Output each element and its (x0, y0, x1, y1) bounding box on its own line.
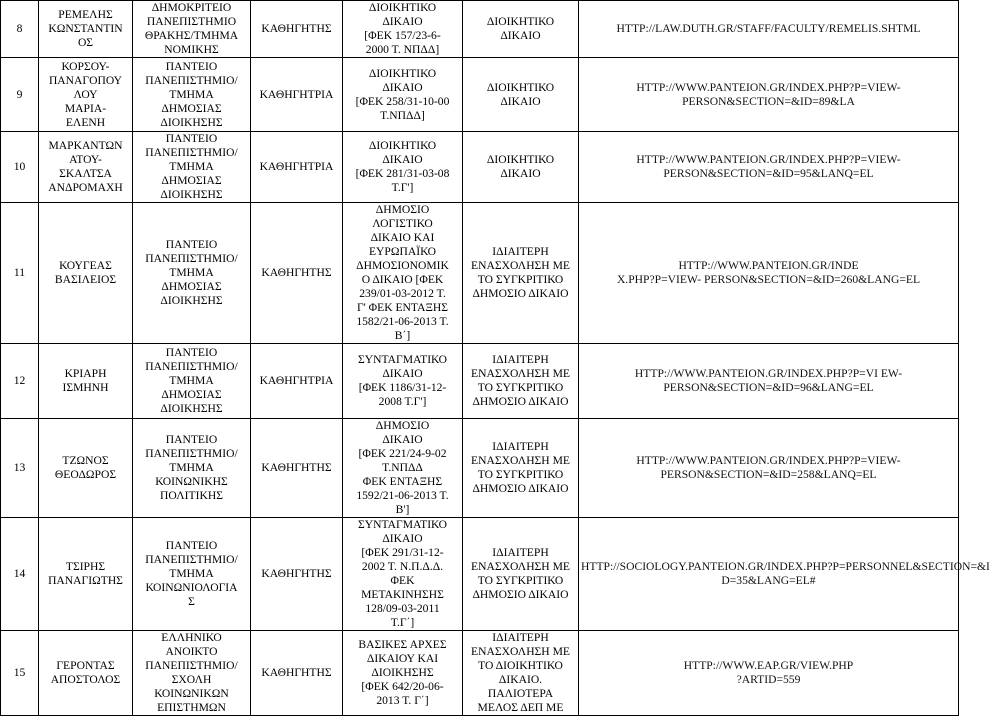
cell-line: ΤΟ ΣΥΓΚΡΙΤΙΚΟ (477, 273, 564, 286)
cell-line: Β'] (395, 503, 410, 516)
cell-line: ΔΗΜΟΣΙΟ (375, 203, 430, 216)
cell-line: Τ.ΝΠΔΔ (382, 461, 423, 474)
cell-line: ΜΕΛΟΣ ΔΕΠ ΜΕ (477, 701, 564, 714)
cell-line: ΚΑΘΗΓΗΤΗΣ (261, 22, 332, 35)
cell-line: ΤΜΗΜΑ (169, 461, 214, 474)
institution-cell (133, 58, 251, 132)
cell-line: [ΦΕΚ 642/20-06- (361, 680, 444, 693)
cell-line: ΠΑΝΤΕΙΟ (165, 539, 218, 552)
cell-line: ΘΕΟΔΩΡΟΣ (54, 468, 117, 481)
cell-line: ΙΔΙΑΙΤΕΡΗ (492, 353, 549, 366)
cell-line: ΕΥΡΩΠΑΪΚΟ (368, 245, 437, 258)
row-number-cell: 10 (1, 132, 39, 203)
cell-line: ΚΩΝΣΤΑΝΤΙΝ (48, 22, 123, 35)
cell-line: ΠΑΛΙΟΤΕΡΑ (487, 687, 554, 700)
cell-line: 128/09-03-2011 (365, 602, 440, 615)
cell-line: ΜΑΡΙΑ- (64, 101, 107, 115)
cell-line: ΔΗΜΟΣΙΑΣ (161, 388, 222, 401)
cell-line: Γ' ΦΕΚ ΕΝΤΑΞΗΣ (356, 301, 449, 314)
cell-line: ΙΣΜΗΝΗ (62, 381, 109, 394)
cell-line: ΜΕΤΑΚΙΝΗΣΗΣ (361, 588, 444, 601)
cell-line: ΚΑΘΗΓΗΤΗΣ (261, 666, 332, 679)
cell-line: PERSON&SECTION=&ID=89&LA (682, 94, 855, 108)
cell-line: ΚΑΘΗΓΗΤΗΣ (261, 567, 332, 580)
cell-line: HTTP://LAW.DUTH.GR/STAFF/FACULTY/REMELIS.SHTML (616, 22, 921, 35)
cell-line: Σ (188, 595, 195, 608)
subject-cell (343, 344, 463, 419)
cell-line: ΣΥΝΤΑΓΜΑΤΙΚΟ (357, 518, 448, 531)
cell-line: 1582/21-06-2013 Τ. (356, 315, 449, 328)
cell-line: ΔΙΚΑΙΟ (382, 532, 423, 545)
cell-line: ΠΑΝΕΠΙΣΤΗΜΙΟ (146, 15, 237, 28)
institution-cell (133, 631, 251, 716)
cell-line: ΔΙΚΑΙΟ (500, 94, 541, 108)
table-row (1, 518, 959, 631)
row-number-cell: 11 (1, 203, 39, 344)
cell-line: ΔΙΚΑΙΟ (382, 80, 423, 94)
cell-line: ΤΜΗΜΑ (169, 87, 214, 101)
cell-line: ΕΛΛΗΝΙΚΟ (161, 631, 222, 644)
cell-line: ΑΝΟΙΚΤΟ (165, 645, 218, 658)
field-cell (463, 344, 579, 419)
institution-cell (133, 344, 251, 419)
row-number-cell: 8 (1, 1, 39, 58)
subject-cell (343, 132, 463, 203)
cell-line: HTTP://WWW.EAP.GR/VIEW.PHP (683, 659, 854, 672)
cell-line: ΟΣ (77, 36, 94, 49)
row-number-cell: 9 (1, 58, 39, 132)
name-cell (39, 419, 133, 518)
institution-cell (133, 419, 251, 518)
name-cell (39, 631, 133, 716)
cell-line: ΛΟΓΙΣΤΙΚΟ (372, 217, 433, 230)
cell-line: 2002 Τ. Ν.Π.Δ.Δ. (361, 560, 444, 573)
cell-line: [ΦΕΚ 258/31-10-00 (355, 94, 450, 108)
cell-line: ΠΑΝΑΓΟΠΟΥ (48, 73, 123, 87)
cell-line: ΠΑΝΕΠΙΣΤΗΜΙΟ/ (145, 659, 238, 672)
cell-line: ΕΠΙΣΤΗΜΩΝ (157, 701, 226, 714)
name-cell (39, 518, 133, 631)
table-row (1, 631, 959, 716)
cell-line: ΔΙΟΙΚΗΣΗΣ (160, 115, 223, 129)
rank-cell (251, 203, 343, 344)
cell-line: ΛΟΥ (73, 87, 98, 101)
subject-cell (343, 631, 463, 716)
cell-line: Ο ΔΙΚΑΙΟ [ΦΕΚ (361, 273, 444, 286)
cell-line: ΔΙΚΑΙΟ ΚΑΙ (370, 231, 435, 244)
cell-line: ΣΚΑΛΤΣΑ (59, 167, 112, 180)
cell-line: ΔΗΜΟΣΙΟ ΔΙΚΑΙΟ (472, 588, 569, 601)
cell-line: ΚΡΙΑΡΗ (64, 367, 107, 380)
cell-line: ΔΙΚΑΙΟ (382, 367, 423, 380)
cell-line: ΤΟ ΣΥΓΚΡΙΤΙΚΟ (477, 468, 564, 481)
url-cell[interactable] (579, 518, 990, 631)
row-number-cell: 15 (1, 631, 39, 716)
cell-line: ΠΑΝΤΕΙΟ (165, 59, 218, 73)
name-cell (39, 344, 133, 419)
cell-line: ΚΑΘΗΓΗΤΡΙΑ (259, 374, 334, 387)
table-row (1, 1, 959, 58)
cell-line: ΓΕΡΟΝΤΑΣ (56, 659, 115, 672)
cell-line: ΤΣΙΡΗΣ (65, 560, 106, 573)
cell-line: ΑΝΔΡΟΜΑΧΗ (48, 181, 123, 194)
cell-line: ΑΤΟΥ- (69, 153, 102, 166)
cell-line: ΙΔΙΑΙΤΕΡΗ (492, 631, 549, 644)
cell-line: ΚΟΙΝΩΝΙΟΛΟΓΙΑ (145, 581, 238, 594)
cell-line: ΔΗΜΟΣΙΟ ΔΙΚΑΙΟ (472, 287, 569, 300)
rank-cell (251, 132, 343, 203)
cell-line: ΙΔΙΑΙΤΕΡΗ (492, 546, 549, 559)
cell-line: ΣΧΟΛΗ (171, 673, 212, 686)
row-number-cell: 13 (1, 419, 39, 518)
cell-line: ΑΠΟΣΤΟΛΟΣ (50, 673, 121, 686)
cell-line: ΙΔΙΑΙΤΕΡΗ (492, 440, 549, 453)
cell-line: ΔΙΚΑΙΟ (500, 167, 541, 180)
cell-line: ΔΙΟΙΚΗΤΙΚΟ (486, 153, 555, 166)
cell-line: ΠΑΝΕΠΙΣΤΗΜΙΟ/ (145, 447, 238, 460)
field-cell (463, 419, 579, 518)
cell-line: 1592/21-06-2013 Τ. (356, 489, 449, 502)
cell-line: 239/01-03-2012 Τ. (359, 287, 446, 300)
cell-line: ΔΙΚΑΙΟ. (498, 673, 543, 686)
cell-line: ΔΗΜΟΣΙΟΝΟΜΙΚ (356, 259, 449, 272)
institution-cell (133, 203, 251, 344)
institution-cell (133, 1, 251, 58)
cell-line: ΤΟ ΣΥΓΚΡΙΤΙΚΟ (477, 381, 564, 394)
cell-line: ΔΙΟΙΚΗΤΙΚΟ (368, 1, 437, 14)
cell-line: ΚΟΙΝΩΝΙΚΩΝ (154, 687, 229, 700)
cell-line: ΙΔΙΑΙΤΕΡΗ (492, 245, 549, 258)
row-number-cell: 14 (1, 518, 39, 631)
cell-line: ΤΜΗΜΑ (169, 374, 214, 387)
cell-line: ΝΟΜΙΚΗΣ (164, 43, 219, 56)
cell-line: ΦΕΚ (390, 574, 415, 587)
cell-line: ΦΕΚ ΕΝΤΑΞΗΣ (362, 475, 443, 488)
name-cell (39, 1, 133, 58)
cell-line: ΚΑΘΗΓΗΤΗΣ (261, 266, 332, 279)
cell-line: ΔΗΜΟΣΙΟ ΔΙΚΑΙΟ (472, 395, 569, 408)
field-cell (463, 631, 579, 716)
cell-line: [ΦΕΚ 281/31-03-08 (355, 167, 450, 180)
cell-line: [ΦΕΚ 157/23-6- (364, 29, 441, 42)
cell-line: ΒΑΣΙΚΕΣ ΑΡΧΕΣ (358, 638, 447, 651)
cell-line: HTTP://WWW.PANTEION.GR/INDEX.PHP?P=VIEW- (636, 153, 901, 166)
cell-line: D=35&LANG=EL# (721, 574, 816, 587)
url-cell[interactable] (579, 132, 959, 203)
cell-line: ΒΑΣΙΛΕΙΟΣ (54, 273, 117, 286)
cell-line: ΔΙΚΑΙΟ (500, 29, 541, 42)
cell-line: ΕΛΕΝΗ (65, 115, 106, 129)
institution-cell (133, 132, 251, 203)
cell-line: Β΄] (394, 329, 411, 342)
cell-line: ΠΑΝΕΠΙΣΤΗΜΙΟ/ (145, 553, 238, 566)
name-cell (39, 132, 133, 203)
cell-line: ΔΗΜΟΚΡΙΤΕΙΟ (151, 1, 232, 14)
cell-line: ΔΗΜΟΣΙΑΣ (161, 101, 222, 115)
cell-line: ΔΙΟΙΚΗΤΙΚΟ (486, 80, 555, 94)
cell-line: [ΦΕΚ 291/31-12- (361, 546, 444, 559)
cell-line: HTTP://WWW.PANTEION.GR/INDE (678, 259, 859, 272)
table-row (1, 58, 959, 132)
cell-line: ΕΝΑΣΧΟΛΗΣΗ ΜΕ (471, 560, 570, 573)
cell-line: HTTP://WWW.PANTEION.GR/INDEX.PHP?P=VIEW- (636, 80, 901, 94)
cell-line: Τ.Γ΄] (390, 616, 415, 629)
cell-line: Τ.ΝΠΔΔ] (380, 108, 425, 122)
name-cell (39, 203, 133, 344)
url-cell[interactable] (579, 203, 959, 344)
cell-line: ΠΑΝΤΕΙΟ (165, 433, 218, 446)
cell-line: ΚΑΘΗΓΗΤΗΣ (261, 461, 332, 474)
cell-line: ΔΙΟΙΚΗΤΙΚΟ (486, 15, 555, 28)
cell-line: ΤΖΩΝΟΣ (62, 454, 109, 467)
rank-cell (251, 419, 343, 518)
cell-line: ΔΗΜΟΣΙΑΣ (161, 280, 222, 293)
subject-cell (343, 518, 463, 631)
cell-line: [ΦΕΚ 1186/31-12- (358, 381, 447, 394)
cell-line: ΘΡΑΚΗΣ/ΤΜΗΜΑ (144, 29, 239, 42)
field-cell (463, 203, 579, 344)
cell-line: ΚΑΘΗΓΗΤΡΙΑ (259, 160, 334, 173)
field-cell (463, 132, 579, 203)
cell-line: PERSON&SECTION=&ID=96&LANG=EL (663, 381, 874, 394)
cell-line: PERSON&SECTION=&ID=258&LANQ=EL (660, 468, 877, 481)
subject-cell (343, 419, 463, 518)
row-number-cell: 12 (1, 344, 39, 419)
url-cell[interactable] (579, 419, 959, 518)
table-row (1, 132, 959, 203)
cell-line: ΕΝΑΣΧΟΛΗΣΗ ΜΕ (471, 645, 570, 658)
cell-line: ΠΑΝΤΕΙΟ (165, 132, 218, 145)
cell-line: 2008 Τ.Γ'] (378, 395, 427, 408)
cell-line: ΠΑΝΑΓΙΩΤΗΣ (48, 574, 123, 587)
table-row (1, 203, 959, 344)
cell-line: PERSON&SECTION=&ID=95&LANQ=EL (663, 167, 874, 180)
cell-line: ?ARTID=559 (736, 673, 801, 686)
cell-line: ΔΗΜΟΣΙΑΣ (161, 174, 222, 187)
url-cell[interactable] (579, 631, 959, 716)
cell-line: ΔΙΟΙΚΗΤΙΚΟ (368, 139, 437, 152)
table-row (1, 344, 959, 419)
cell-line: ΠΟΛΙΤΙΚΗΣ (160, 489, 223, 502)
cell-line: ΔΙΟΙΚΗΤΙΚΟ (368, 66, 437, 80)
rank-cell (251, 518, 343, 631)
url-cell[interactable] (579, 344, 959, 419)
cell-line: ΤΜΗΜΑ (169, 266, 214, 279)
rank-cell (251, 344, 343, 419)
cell-line: ΔΙΚΑΙΟ (382, 433, 423, 446)
field-cell (463, 518, 579, 631)
url-cell[interactable] (579, 1, 959, 58)
cell-line: ΔΗΜΟΣΙΟ ΔΙΚΑΙΟ (472, 482, 569, 495)
cell-line: ΚΟΥΓΕΑΣ (59, 259, 112, 272)
cell-line: ΠΑΝΕΠΙΣΤΗΜΙΟ/ (145, 146, 238, 159)
name-cell (39, 58, 133, 132)
cell-line: ΚΟΙΝΩΝΙΚΗΣ (155, 475, 228, 488)
field-cell (463, 58, 579, 132)
cell-line: ΚΑΘΗΓΗΤΡΙΑ (259, 87, 334, 101)
cell-line: ΤΜΗΜΑ (169, 160, 214, 173)
cell-line: ΔΙΟΙΚΗΣΗΣ (160, 294, 223, 307)
subject-cell (343, 58, 463, 132)
subject-cell (343, 203, 463, 344)
table-body (1, 1, 990, 716)
cell-line: HTTP://WWW.PANTEION.GR/INDEX.PHP?P=VIEW- (636, 454, 901, 467)
cell-line: ΕΝΑΣΧΟΛΗΣΗ ΜΕ (471, 367, 570, 380)
cell-line: ΔΙΟΙΚΗΣΗΣ (160, 402, 223, 415)
table-row (1, 419, 959, 518)
subject-cell (343, 1, 463, 58)
cell-line: ΠΑΝΕΠΙΣΤΗΜΙΟ/ (145, 360, 238, 373)
cell-line: ΕΝΑΣΧΟΛΗΣΗ ΜΕ (471, 259, 570, 272)
cell-line: 2000 Τ. ΝΠΔΔ] (365, 43, 440, 56)
cell-line: HTTP://WWW.PANTEION.GR/INDEX.PHP?P=VI EW- (634, 367, 903, 380)
cell-line: ΡΕΜΕΛΗΣ (58, 8, 113, 21)
rank-cell (251, 1, 343, 58)
field-cell (463, 1, 579, 58)
cell-line: ΚΟΡΣΟΥ- (61, 59, 110, 73)
cell-line: ΠΑΝΤΕΙΟ (165, 238, 218, 251)
cell-line: ΠΑΝΕΠΙΣΤΗΜΙΟ/ (145, 252, 238, 265)
institution-cell (133, 518, 251, 631)
cell-line: ΤΜΗΜΑ (169, 567, 214, 580)
cell-line: X.PHP?P=VIEW- PERSON&SECTION=&ID=260&LANG=EL (616, 273, 921, 286)
cell-line: ΕΝΑΣΧΟΛΗΣΗ ΜΕ (471, 454, 570, 467)
cell-line: ΔΙΚΑΙΟ (382, 15, 423, 28)
cell-line: ΣΥΝΤΑΓΜΑΤΙΚΟ (357, 353, 448, 366)
cell-line: ΤΟ ΔΙΟΙΚΗΤΙΚΟ (478, 659, 563, 672)
rank-cell (251, 58, 343, 132)
rank-cell (251, 631, 343, 716)
cell-line: ΔΙΚΑΙΟΥ ΚΑΙ (366, 652, 439, 665)
cell-line: ΔΙΚΑΙΟ (382, 153, 423, 166)
cell-line: Τ.Γ'] (391, 181, 414, 194)
cell-line: [ΦΕΚ 221/24-9-02 (358, 447, 447, 460)
url-cell[interactable] (579, 58, 959, 132)
cell-line: 2013 Τ. Γ΄] (376, 694, 429, 707)
cell-line: ΜΑΡΚΑΝΤΩΝ (48, 139, 123, 152)
cell-line: HTTP://SOCIOLOGY.PANTEION.GR/INDEX.PHP?P=PERSONNEL&SECTION=&I (581, 560, 990, 573)
cell-line: ΔΙΟΙΚΗΣΗΣ (371, 666, 434, 679)
cell-line: ΔΗΜΟΣΙΟ (375, 419, 430, 432)
cell-line: ΠΑΝΕΠΙΣΤΗΜΙΟ/ (145, 73, 238, 87)
cell-line: ΠΑΝΤΕΙΟ (165, 346, 218, 359)
cell-line: ΔΙΟΙΚΗΣΗΣ (160, 188, 223, 201)
cell-line: ΤΟ ΣΥΓΚΡΙΤΙΚΟ (477, 574, 564, 587)
